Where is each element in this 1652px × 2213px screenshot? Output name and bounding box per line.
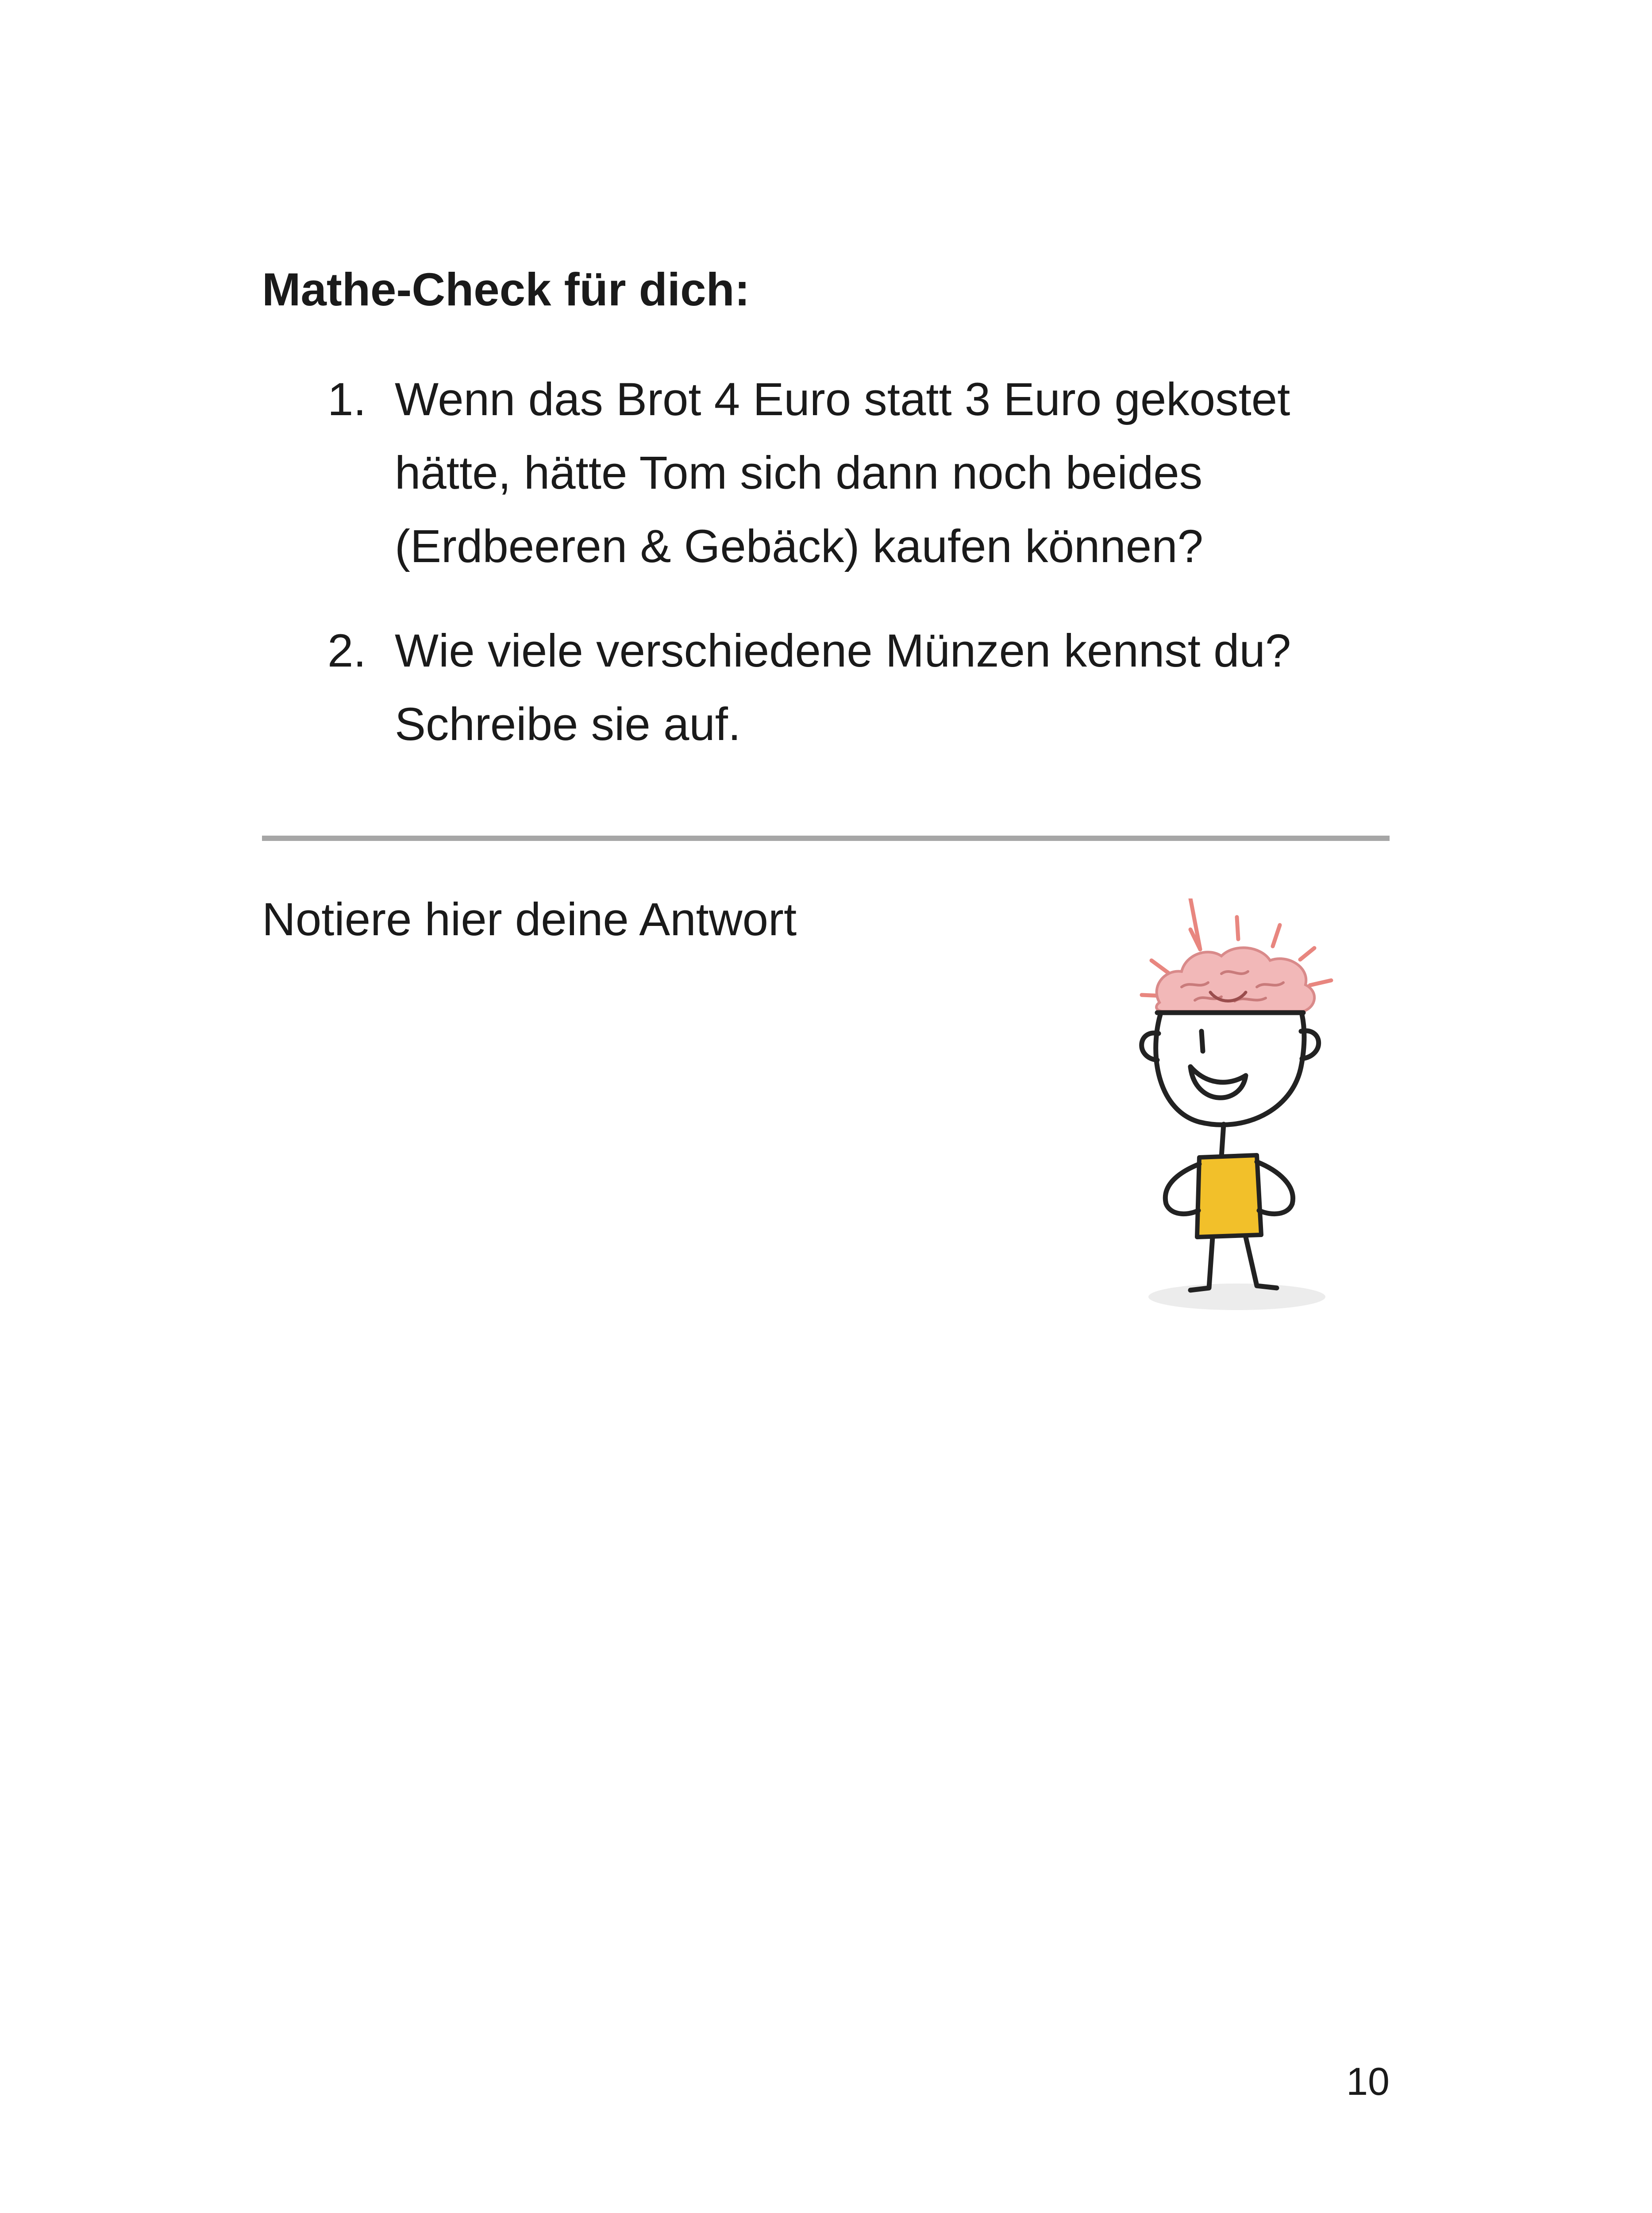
question-list [262, 363, 1413, 792]
question-line: hätte, hätte Tom sich dann noch beides [395, 447, 1203, 499]
question-line: Schreibe sie auf. [395, 698, 741, 750]
question-line: Wenn das Brot 4 Euro statt 3 Euro gekostet [395, 374, 1290, 425]
head [1142, 1013, 1319, 1125]
question-number: 1. [327, 374, 366, 425]
question-number: 2. [327, 625, 366, 677]
divider [262, 836, 1390, 841]
brain [1156, 948, 1314, 1011]
legs [1190, 1237, 1277, 1290]
shirt [1197, 1155, 1261, 1237]
answer-prompt: Notiere hier deine Antwort [262, 894, 797, 945]
question-line: (Erdbeeren & Gebäck) kaufen können? [395, 520, 1203, 572]
figure-shadow [1148, 1284, 1325, 1310]
heading: Mathe-Check für dich: [262, 264, 750, 316]
neck [1221, 1124, 1224, 1157]
page-number: 10 [1346, 2059, 1390, 2103]
thinking-stick-figure-icon [1124, 898, 1354, 1319]
question-item [262, 363, 1413, 583]
question-line: Wie viele verschiedene Münzen kennst du? [395, 625, 1291, 677]
question-item [262, 614, 1413, 761]
